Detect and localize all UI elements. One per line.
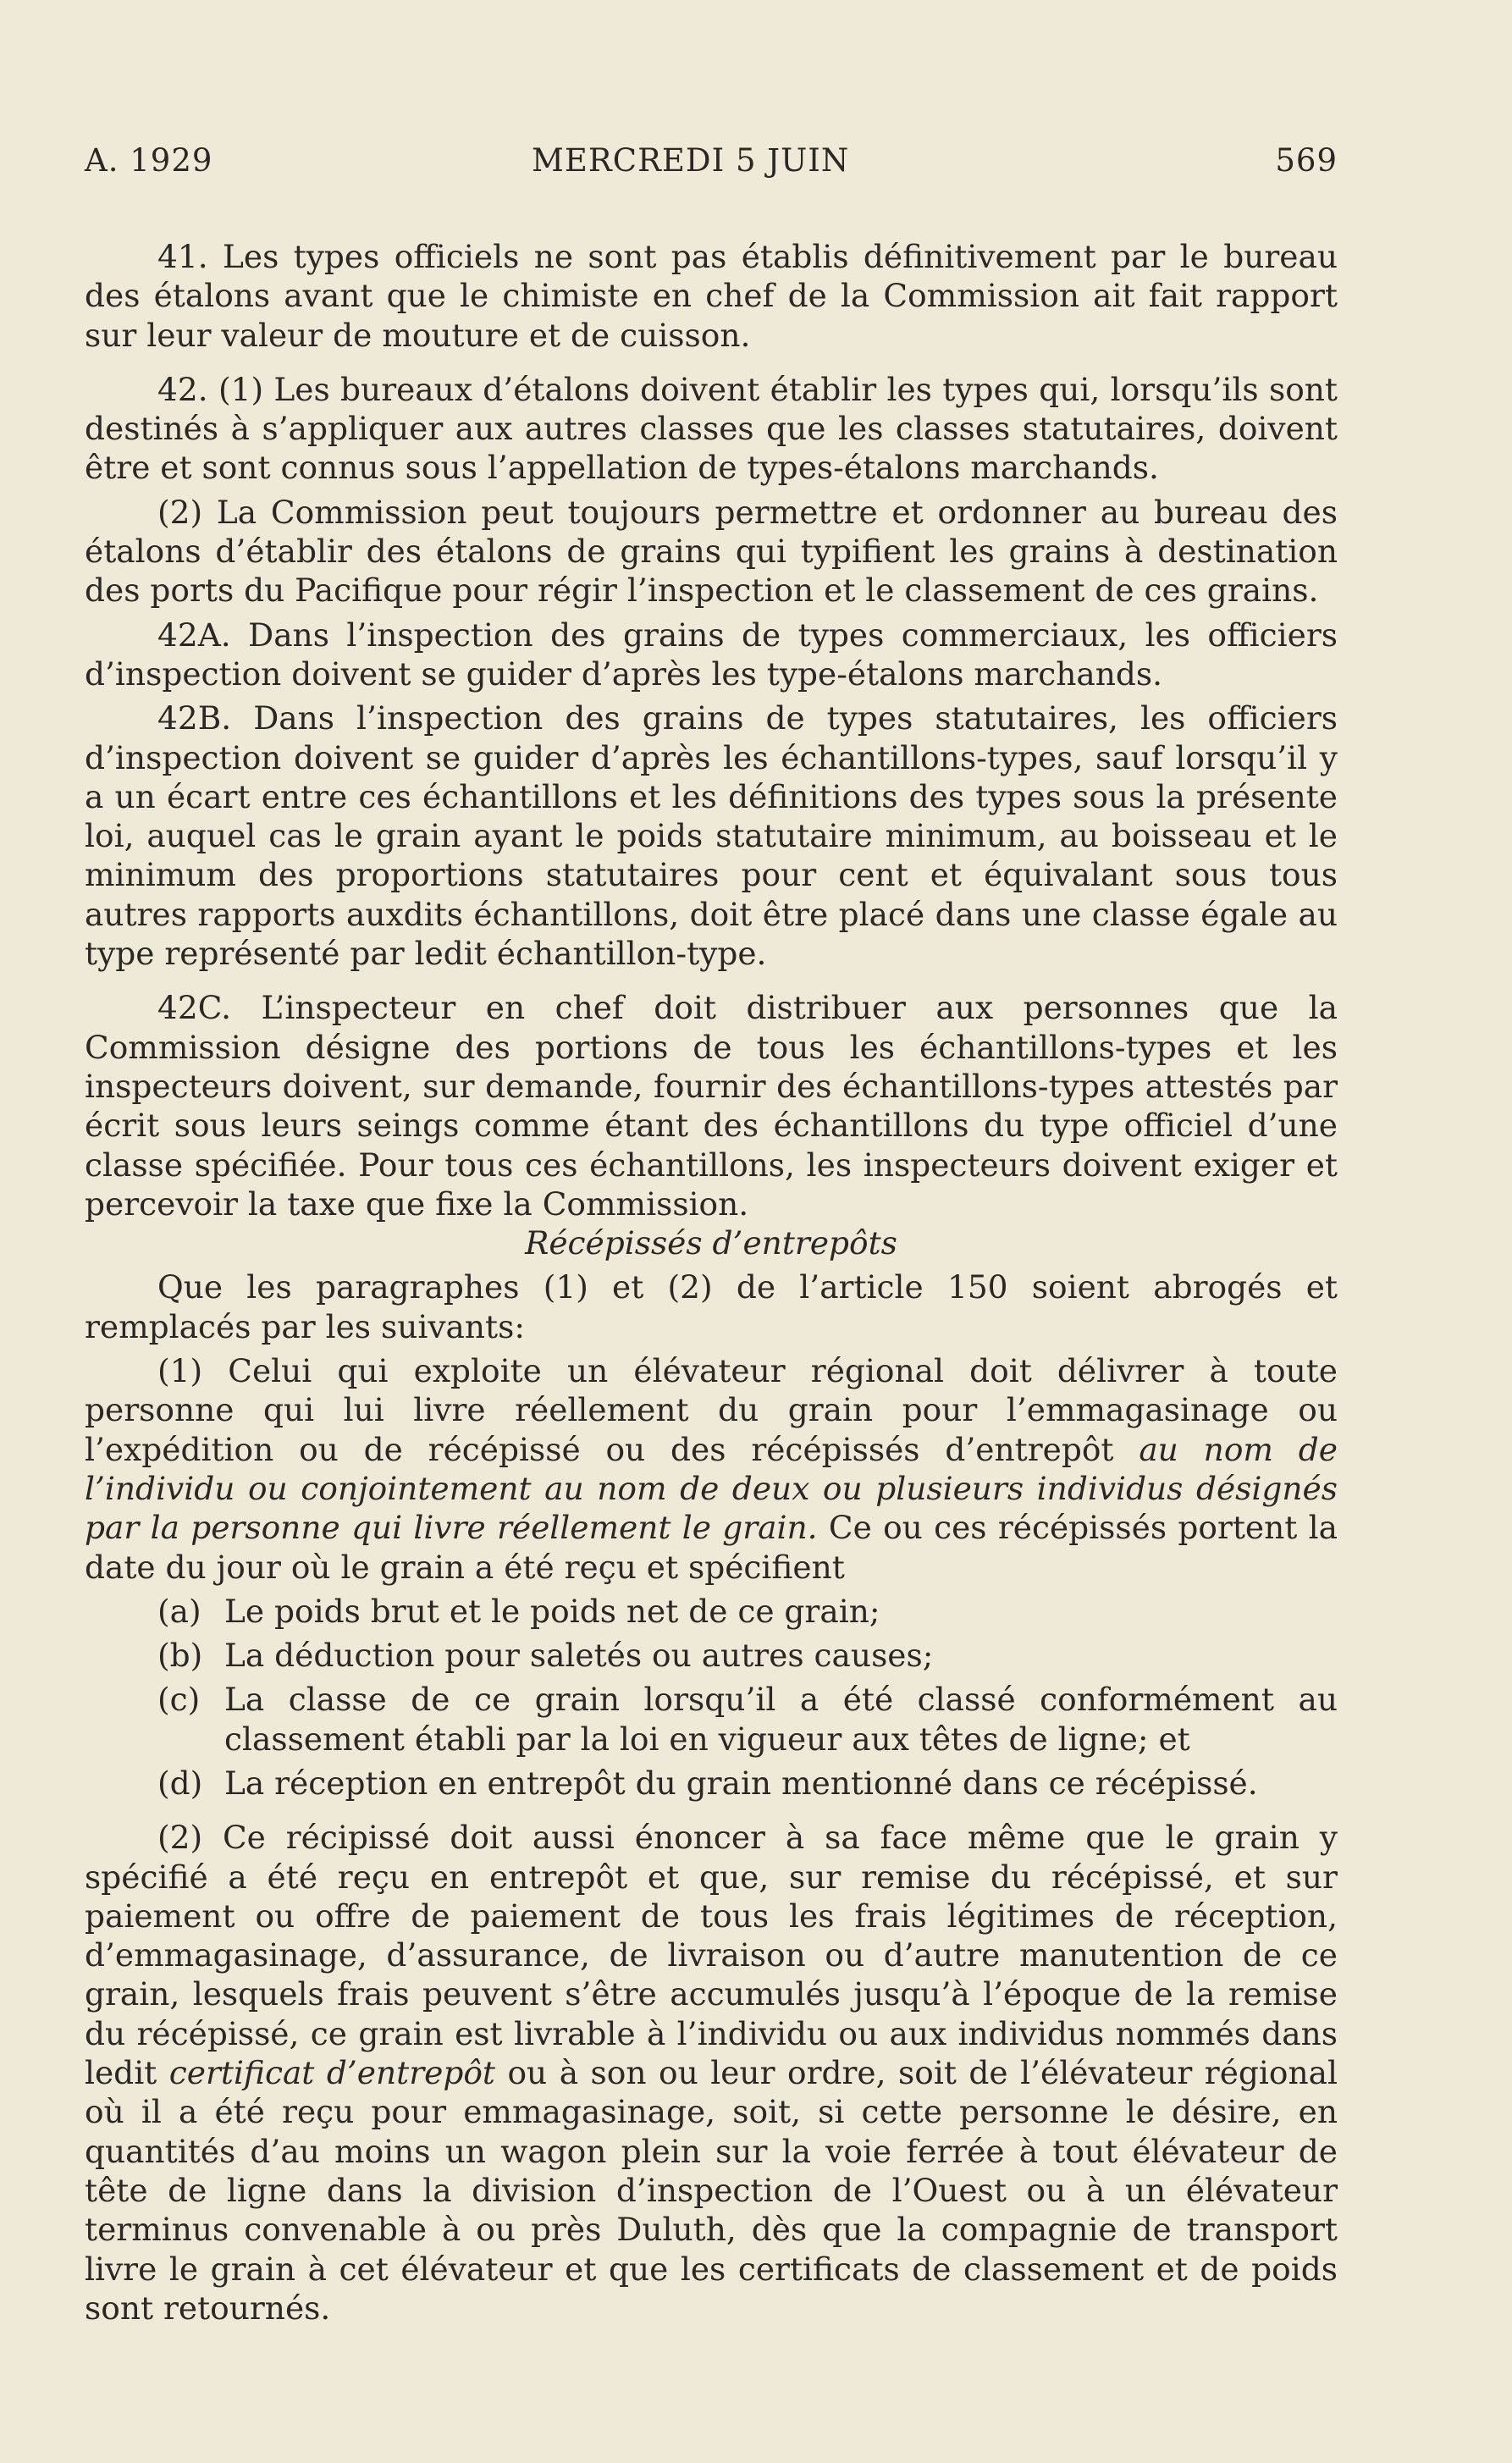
list-item-b [85, 1636, 1338, 1675]
section-heading: Récépissés d’entrepôts [525, 1224, 897, 1262]
list-item-d [85, 1764, 1338, 1803]
paragraph-41: 41. Les types officiels ne sont pas établis définitivement par le bureau des étalons avant que le chimiste en chef de la Commission ait fait rapport sur leur valeur de mouture et de cuisson. [85, 238, 1338, 354]
subsection-1-text-end: Ce ou ces récépissés portent la date du jour où le grain a été reçu et spécifient [85, 1509, 1338, 1586]
list-item-text: Le poids brut et le poids net de ce grain; [224, 1592, 880, 1630]
list-item-label: (c) [157, 1681, 201, 1719]
subsection-2-text-end: ou à son ou leur ordre, soit de l’élévateur régional où il a été reçu pour emmagasinage, soit, si cette personne le désire, en quantités d’au moins un wagon plein sur la voie ferrée à tout élévateur de tête de ligne dans la division d’inspection de l’Ouest ou à un élévateur terminus convenable à ou près Duluth, dès que la compagnie de transport livre le grain à cet élévateur et que les certificats de classement et de poids sont retournés. [85, 2054, 1338, 2327]
subsection-1-italic: au nom de l’individu ou conjointement au nom de deux ou plusieurs individus désignés par la personne qui livre réellement le grain. [85, 1430, 1338, 1547]
header-year: A. 1929 [85, 142, 213, 179]
list-item-c [85, 1680, 1338, 1759]
list-item-text: La déduction pour saletés ou autres causes; [224, 1637, 934, 1675]
subsection-1 [85, 1351, 1338, 1587]
subsection-2 [85, 1818, 1338, 2328]
list-item-label: (d) [157, 1764, 203, 1802]
subsection-1-text: (1) Celui qui exploite un élévateur régional doit délivrer à toute personne qui lui livre réellement du grain pour l’emmagasinage ou l’expédition ou de récépissé ou des récépissés d’entrepôt [85, 1352, 1338, 1468]
paragraph-42c: 42C. L’inspecteur en chef doit distribuer aux personnes que la Commission désigne des portions de tous les échantillons-types et les inspecteurs doivent, sur demande, fournir des échantillons-types attestés par écrit sous leurs seings comme étant des échantillons du type officiel d’une classe spécifiée. Pour tous ces échantillons, les inspecteurs doivent exiger et percevoir la taxe que fixe la Commission. [85, 989, 1338, 1223]
amendment-intro: Que les paragraphes (1) et (2) de l’article 150 soient abrogés et remplacés par les suivants: [85, 1268, 1338, 1345]
list-item-label: (b) [157, 1637, 203, 1675]
subsection-2-text: (2) Ce récipissé doit aussi énoncer à sa face même que le grain y spécifié a été reçu en entrepôt et que, sur remise du récépissé, et sur paiement ou offre de paiement de tous les frais légitimes de réception, d’emmagasinage, d’assurance, de livraison ou d’autre manutention de ce grain, lesquels frais peuvent s’être accumulés jusqu’à l’époque de la remise du récépissé, ce grain est livrable à l’individu ou aux individus nommés dans ledit [85, 1819, 1338, 2092]
page-number: 569 [1275, 142, 1338, 179]
list-item-label: (a) [157, 1592, 201, 1630]
paragraph-42-1: 42. (1) Les bureaux d’étalons doivent établir les types qui, lorsqu’ils sont destinés à s’appliquer aux autres classes que les classes statutaires, doivent être et sont connus sous l’appellation de types-étalons marchands. [85, 370, 1338, 487]
header-date: MERCREDI 5 JUIN [532, 142, 850, 179]
list-item-text: La classe de ce grain lorsqu’il a été classé conformément au classement établi par la loi en vigueur aux têtes de ligne; et [224, 1681, 1338, 1758]
document-body [85, 237, 1338, 2328]
list-item-a [85, 1592, 1338, 1631]
paragraph-42-2: (2) La Commission peut toujours permettre et ordonner au bureau des étalons d’établir des étalons de grains qui typifient les grains à destination des ports du Pacifique pour régir l’inspection et le classement de ces grains. [85, 493, 1338, 610]
page-header [85, 142, 1338, 193]
list-item-text: La réception en entrepôt du grain mentionné dans ce récépissé. [224, 1764, 1258, 1802]
paragraph-42b: 42B. Dans l’inspection des grains de types statutaires, les officiers d’inspection doivent se guider d’après les échantillons-types, sauf lorsqu’il y a un écart entre ces échantillons et les définitions des types sous la présente loi, auquel cas le grain ayant le poids statutaire minimum, au boisseau et le minimum des proportions statutaires pour cent et équivalant sous tous autres rapports auxdits échantillons, doit être placé dans une classe égale au type représenté par ledit échantillon-type. [85, 699, 1338, 973]
paragraph-42a: 42A. Dans l’inspection des grains de types commerciaux, les officiers d’inspection doivent se guider d’après les type-étalons marchands. [85, 616, 1338, 693]
subsection-2-italic: certificat d’entrepôt [168, 2054, 495, 2092]
